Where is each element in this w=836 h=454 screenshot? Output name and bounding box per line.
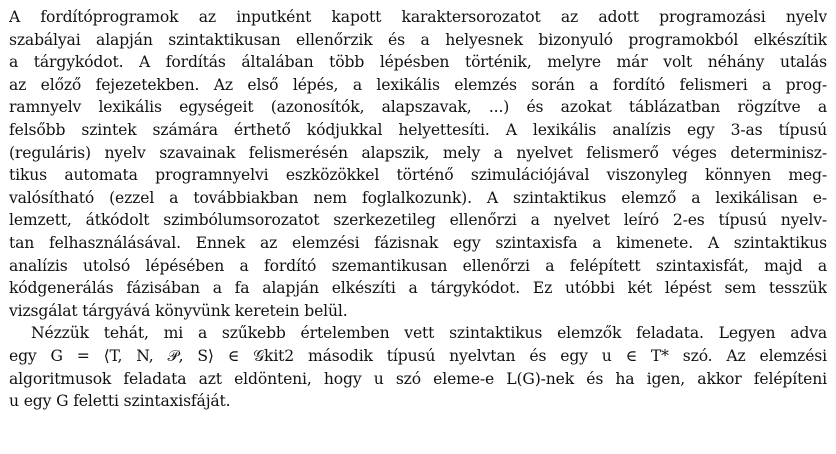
text-line: az előző fejezetekben. Az első lépés, a lexikális elemzés során a fordító felismeri a prog-	[9, 75, 827, 94]
text-line: egy G = ⟨T, N, 𝒫, S⟩ ∈ 𝒢kit2 második típusú nyelvtan és egy u ∈ T* szó. Az elemzési	[9, 346, 827, 365]
text-line: szabályai alapján szintaktikusan ellenőrzik és a helyesnek bizonyuló programokból elkészítik	[9, 30, 827, 49]
text-line: A fordítóprogramok az inputként kapott karaktersorozatot az adott programozási nyelv	[9, 8, 827, 26]
text-line: lemzett, átkódolt szimbólumsorozatot szerkezetileg ellenőrzi a nyelvet leíró 2-es típusú nyelv-	[9, 211, 827, 230]
text-line: tan felhasználásával. Ennek az elemzési fázisnak egy szintaxisfa a kimenete. A szintaktikus	[9, 233, 827, 252]
text-line: (reguláris) nyelv szavainak felismerésén alapszik, mely a nyelvet felismerő véges determinisz-	[9, 143, 827, 162]
text-line: felsőbb szintek számára érthető kódjukkal helyettesíti. A lexikális analízis egy 3-as típusú	[9, 120, 827, 139]
text-line: valósítható (ezzel a továbbiakban nem foglalkozunk). A szintaktikus elemző a lexikálisan e-	[9, 188, 827, 207]
text-line: a tárgykódot. A fordítás általában több lépésben történik, melyre már volt néhány utalás	[9, 53, 827, 72]
text-line: vizsgálat tárgyává könyvünk keretein belül.	[9, 301, 348, 320]
text-line: ramnyelv lexikális egységeit (azonosítók, alapszavak, ...) és azokat táblázatban rögzítve a	[9, 98, 827, 117]
text-line: u egy G feletti szintaxisfáját.	[9, 392, 231, 411]
text-line: algoritmusok feladata azt eldönteni, hogy u szó eleme-e L(G)-nek és ha igen, akkor felépíteni	[9, 369, 827, 388]
paragraph-2	[9, 322, 827, 412]
paragraph-1	[9, 6, 827, 322]
text-line: analízis utolsó lépésében a fordító szemantikusan ellenőrzi a felépített szintaxisfát, majd a	[9, 256, 827, 275]
text-line: tikus automata programnyelvi eszközökkel történő szimulációjával viszonyleg könnyen meg-	[9, 166, 827, 185]
text-line: kódgenerálás fázisában a fa alapján elkészíti a tárgykódot. Ez utóbbi két lépést sem tesszük	[9, 279, 827, 298]
text-line: Nézzük tehát, mi a szűkebb értelemben vett szintaktikus elemzők feladata. Legyen adva	[31, 324, 827, 343]
